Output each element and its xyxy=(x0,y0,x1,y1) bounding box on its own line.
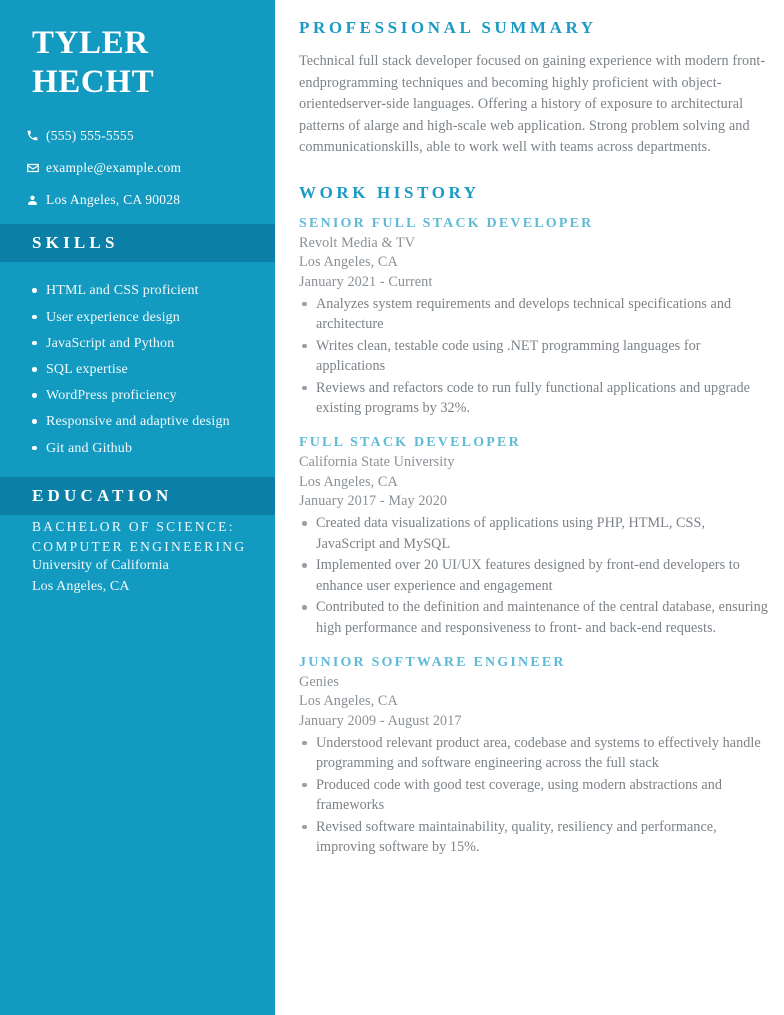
job-entry xyxy=(299,655,768,858)
last-name: HECHT xyxy=(32,63,155,100)
list-item: Writes clean, testable code using .NET programming languages for applications xyxy=(299,336,768,377)
list-item: SQL expertise xyxy=(32,359,253,381)
person-icon xyxy=(26,194,46,207)
job-entry xyxy=(299,435,768,638)
job-location: Los Angeles, CA xyxy=(299,254,398,271)
contact-phone[interactable] xyxy=(26,128,255,144)
education-degree: BACHELOR OF SCIENCE: COMPUTER ENGINEERING xyxy=(32,519,247,554)
list-item: Revised software maintainability, quality, resiliency and performance, improving software by 15%. xyxy=(299,817,768,858)
list-item: Contributed to the definition and maintenance of the central database, ensuring high performance and responsiveness to front- and back-end requests. xyxy=(299,597,768,638)
name-block xyxy=(0,0,275,102)
list-item: JavaScript and Python xyxy=(32,333,253,355)
contact-location[interactable] xyxy=(26,192,255,208)
education-school: University of California xyxy=(32,558,169,574)
main-content xyxy=(275,0,784,1015)
phone-icon xyxy=(26,129,46,142)
education-location: Los Angeles, CA xyxy=(32,578,130,594)
job-dates: January 2021 - Current xyxy=(299,273,433,290)
job-bullets xyxy=(299,513,768,638)
professional-summary-section xyxy=(299,18,768,159)
list-item: Understood relevant product area, codebase and systems to effectively handle programming and software engineering across the full stack xyxy=(299,733,768,774)
contact-phone-text: (555) 555-5555 xyxy=(46,127,134,143)
list-item: Analyzes system requirements and develops technical specifications and architecture xyxy=(299,294,768,335)
contact-list xyxy=(0,128,275,209)
job-dates: January 2017 - May 2020 xyxy=(299,493,448,510)
education-body xyxy=(0,515,275,597)
job-company: California State University xyxy=(299,454,455,471)
education-section-band xyxy=(0,477,275,515)
list-item: HTML and CSS proficient xyxy=(32,280,253,302)
job-entry xyxy=(299,216,768,419)
job-bullets xyxy=(299,733,768,858)
contact-email[interactable] xyxy=(26,160,255,176)
list-item: Produced code with good test coverage, using modern abstractions and frameworks xyxy=(299,775,768,816)
skills-section-title: SKILLS xyxy=(32,233,119,253)
job-location: Los Angeles, CA xyxy=(299,473,398,490)
job-company: Revolt Media & TV xyxy=(299,234,416,251)
list-item: WordPress proficiency xyxy=(32,385,253,407)
professional-summary-text: Technical full stack developer focused on gaining experience with modern front-endprogramming techniques and becoming highly proficient with object-orientedserver-side languages. Offering a history of exposure to architectural patterns of alarge and high-scale web application. Strong problem solving and communicationskills, able to work well with teams across departments. xyxy=(299,53,766,156)
work-history-section xyxy=(299,183,768,858)
job-company: Genies xyxy=(299,674,339,691)
sidebar xyxy=(0,0,275,1015)
job-dates: January 2009 - August 2017 xyxy=(299,712,462,729)
job-title: FULL STACK DEVELOPER xyxy=(299,435,521,451)
skills-list xyxy=(32,280,253,459)
professional-summary-title: PROFESSIONAL SUMMARY xyxy=(299,18,597,37)
job-title: SENIOR FULL STACK DEVELOPER xyxy=(299,215,594,231)
list-item: Implemented over 20 UI/UX features designed by front-end developers to enhance user experience and engagement xyxy=(299,555,768,596)
first-name: TYLER xyxy=(32,25,149,61)
skills-body xyxy=(0,262,275,459)
list-item: User experience design xyxy=(32,307,253,329)
contact-email-text: example@example.com xyxy=(46,160,182,176)
list-item: Created data visualizations of applications using PHP, HTML, CSS, JavaScript and MySQL xyxy=(299,513,768,554)
education-section-title: EDUCATION xyxy=(32,486,173,506)
job-title: JUNIOR SOFTWARE ENGINEER xyxy=(299,655,566,671)
list-item: Reviews and refactors code to run fully functional applications and upgrade existing programs by 32%. xyxy=(299,378,768,419)
skills-section-band xyxy=(0,224,275,262)
job-location: Los Angeles, CA xyxy=(299,693,398,710)
list-item: Git and Github xyxy=(32,438,253,460)
list-item: Responsive and adaptive design xyxy=(32,411,253,433)
contact-location-text: Los Angeles, CA 90028 xyxy=(46,192,181,208)
work-history-title: WORK HISTORY xyxy=(299,182,480,202)
envelope-icon xyxy=(26,161,46,175)
job-bullets xyxy=(299,294,768,419)
